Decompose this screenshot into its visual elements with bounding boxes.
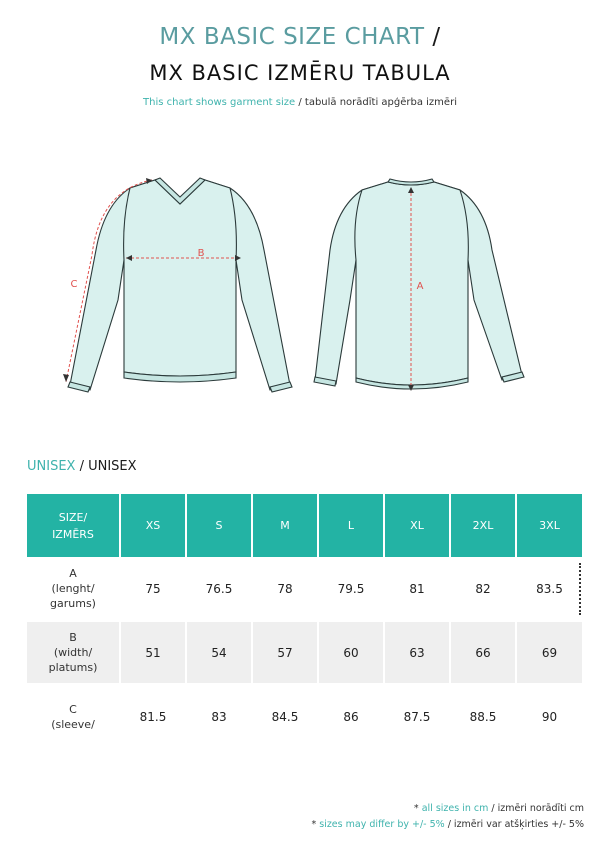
size-header-cell: M <box>252 494 318 557</box>
row-c-line2: (sleeve/ <box>51 717 95 731</box>
table-cell-last <box>516 557 582 621</box>
footnote-units-en: all sizes in cm <box>421 803 489 814</box>
footnote-tolerance-lv: / izmēri var atšķirties +/- 5% <box>444 819 584 830</box>
measure-a-label: A <box>416 281 424 292</box>
front-body <box>124 180 237 376</box>
table-cell: 54 <box>186 621 252 684</box>
footnote-tolerance-en: sizes may differ by +/- 5% <box>319 819 445 830</box>
table-cell: 60 <box>318 621 384 684</box>
back-body <box>355 182 468 385</box>
table-cell: 87.5 <box>384 684 450 749</box>
table-cell-value: 83.5 <box>536 581 563 596</box>
dotted-edge-marker <box>579 563 581 615</box>
table-cell: 78 <box>252 557 318 621</box>
shirt-front <box>68 178 292 392</box>
title-separator: / <box>424 24 441 50</box>
page-title-en <box>0 24 600 50</box>
table-cell: 88.5 <box>450 684 516 749</box>
table-cell: 81 <box>384 557 450 621</box>
table-cell: 84.5 <box>252 684 318 749</box>
corner-line2: IZMĒRS <box>52 527 94 541</box>
footnote-tolerance <box>311 819 584 830</box>
table-cell: 79.5 <box>318 557 384 621</box>
title-en-text: MX BASIC SIZE CHART <box>159 24 425 50</box>
section-label <box>27 459 137 474</box>
shirt-illustration <box>0 160 600 400</box>
size-header-cell: XS <box>120 494 186 557</box>
table-cell: 57 <box>252 621 318 684</box>
row-b-line2: (width/ <box>53 646 93 659</box>
page-subtitle <box>0 97 600 108</box>
table-cell: 76.5 <box>186 557 252 621</box>
footnote-units-lv: / izmēri norādīti cm <box>488 803 584 814</box>
row-b-line1: B <box>69 631 77 644</box>
table-cell: 86 <box>318 684 384 749</box>
row-b-line3: platums) <box>48 661 98 674</box>
subtitle-en: This chart shows garment size <box>143 97 296 108</box>
size-header-cell: XL <box>384 494 450 557</box>
size-header-cell: S <box>186 494 252 557</box>
table-cell: 69 <box>516 621 582 684</box>
section-label-en: UNISEX <box>27 459 76 474</box>
corner-line1: SIZE/ <box>58 510 88 524</box>
table-cell: 75 <box>120 557 186 621</box>
row-c-line1: C <box>69 702 77 716</box>
table-cell: 51 <box>120 621 186 684</box>
measure-b-label: B <box>197 248 205 259</box>
table-row-b <box>27 621 582 684</box>
size-header-cell: 3XL <box>516 494 582 557</box>
size-table <box>27 494 582 750</box>
table-cell: 83 <box>186 684 252 749</box>
table-row-a <box>27 557 582 621</box>
row-header-c <box>27 684 120 749</box>
table-cell: 82 <box>450 557 516 621</box>
size-header-corner <box>27 494 120 557</box>
footnote-units-star: * <box>413 803 422 814</box>
footnote-tolerance-star: * <box>311 819 320 830</box>
table-cell: 90 <box>516 684 582 749</box>
row-header-a <box>27 557 120 621</box>
size-header-row <box>27 494 582 557</box>
page-title-lv: MX BASIC IZMĒRU TABULA <box>149 61 451 85</box>
table-row-c <box>27 684 582 749</box>
section-label-lv: / UNISEX <box>75 459 137 474</box>
footnote-units <box>414 803 584 814</box>
table-cell: 63 <box>384 621 450 684</box>
subtitle-lv: / tabulā norādīti apģērba izmēri <box>295 97 457 108</box>
table-cell: 66 <box>450 621 516 684</box>
size-header-cell: L <box>318 494 384 557</box>
row-header-b <box>27 621 120 684</box>
table-cell: 81.5 <box>120 684 186 749</box>
row-a-line1: A <box>69 567 77 580</box>
measure-c-arrow-bottom <box>63 374 69 382</box>
measure-c-label: C <box>70 279 78 290</box>
row-a-line2: (lenght/ <box>51 582 95 595</box>
size-header-cell: 2XL <box>450 494 516 557</box>
row-a-line3: garums) <box>50 597 96 610</box>
